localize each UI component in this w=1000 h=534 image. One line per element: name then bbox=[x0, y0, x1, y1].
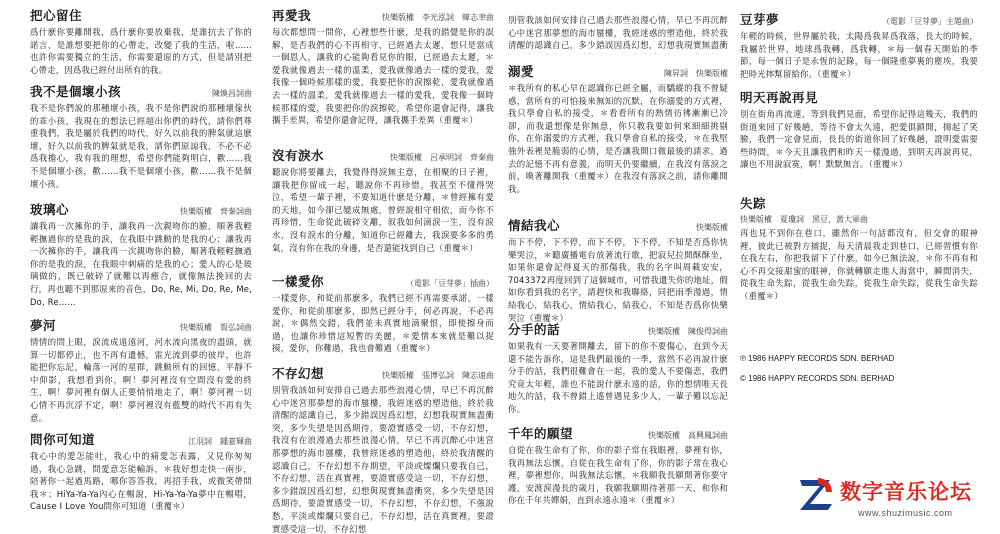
song-block bbox=[30, 82, 252, 208]
song-credit: 陳煥昌詞曲 bbox=[212, 89, 252, 98]
song-credit: 快樂版權 陳俊得詞曲 bbox=[648, 327, 728, 336]
song-credit: 快樂版權 李光泓詞 韓志聿曲 bbox=[382, 13, 494, 22]
song-block bbox=[30, 200, 252, 314]
song-block bbox=[740, 10, 978, 88]
song-lyrics: 一樣愛你，和從前那麽多，我們已經不再需要承諾，一樣愛你，和從前那麽多，即然已經分手，何必再說，不必再說，＊偶然交錯，我們並未真實地滴聚恨，即使擦身而過，也讓你珍惜這短暫的美麗，＊愛情本來就是難以捉摸，愛你，你難過，我也會難過（重覆＊） bbox=[272, 293, 494, 354]
song-lyrics-continued: 別管我該如何安排自己過去那些浪漫心情，早已不再沉醉心中迷宮那夢想的海市蜃樓，我經迷惑的塑造他，終於我清醒的認識自己，多少錯誤因爲幻想，幻想我現實無盡衝 bbox=[508, 15, 728, 51]
song-title: 明天再說再見 bbox=[740, 90, 819, 105]
song-credit: 江羽詞 鍾嘉輝曲 bbox=[188, 437, 252, 446]
forum-name: 数字音乐论坛 bbox=[840, 480, 972, 504]
song-block bbox=[272, 146, 494, 274]
song-title: 我不是個壞小孩 bbox=[30, 84, 122, 99]
song-lyrics: 爲什麽你要離開我，爲什麽你要放棄我，是誰抗去了你的諾言，是誰想要把你的心帶走，改變了我的生活，啦……也許你需要獨立的生活，你需要還原的方式，但是請別把心帶走，因爲我已經付出所有的我。 bbox=[30, 27, 252, 75]
song-title: 沒有淚水 bbox=[272, 148, 325, 163]
song-block bbox=[272, 6, 494, 146]
song-title: 夢河 bbox=[30, 318, 57, 333]
song-block bbox=[30, 316, 252, 430]
song-title: 一樣愛你 bbox=[272, 274, 325, 289]
song-block bbox=[740, 194, 978, 319]
song-lyrics: 我不是你們說的那種壞小孩，我不是你們說的那種壞傢伙的乖小孩，我現在的想法已經超出你們的時代，請你們尊重我們，我是屬於我們的時代，好久以前我的脾氣就這麽壞，好久以前我的脾氣就是我，請你們原諒我，不必不必爲我擔心，我有我的理想，希望你們能夠明白，歡……我不是個壞小孩，歡……我不是個壞小孩，歡……我不是個壞小孩。 bbox=[30, 103, 252, 189]
song-credit: 快樂版權 bbox=[696, 223, 728, 232]
song-block bbox=[508, 62, 728, 214]
song-lyrics: 別在街角再流連，等到我們見面，希望你記得這幾天，我們的街道來回了好幾趟，等待不會太久遠，把愛俱鎖開，揚起了笑臉，我們一定會見面，長長的街道你回了好幾趟，證明愛需要些時間，＊今天且讓我們和昨天一樣漫過，到明天再說再見，讓也不用說寂寞，啊！默默無言。（重覆＊） bbox=[740, 109, 978, 170]
song-title: 分手的話 bbox=[508, 322, 561, 337]
song-block bbox=[740, 88, 978, 200]
song-credit: 快樂版權 呂承明詞 齊秦曲 bbox=[390, 153, 494, 162]
song-lyrics: ＊我所有的私心早在認識你已經全屬，而驕縱的我不曾疑惑，當所有的可怕接來無知的沉默，在你溺愛的方式裡，我只學會自私的接受，＊看看所有的熱情彷彿漸漸已冷卻，而我還想像是你無意，你只教我要如何來細細挑剔你，在你溺愛的方式裡，我只學會自私的接受，＊在我堅強外表裡是脆弱的心情，是否讓我開口微最後的請求，過去的記憶不再有意義，而明天仍要繼續，在我沒有落淚之前，喚著離開我（重覆＊）在我沒有落淚之前，請你離開我。 bbox=[508, 83, 728, 194]
song-block bbox=[508, 320, 728, 422]
column-3 bbox=[508, 0, 728, 534]
song-credit: 陳昇詞 快樂版權 bbox=[664, 69, 728, 78]
song-block bbox=[508, 12, 728, 54]
song-lyrics: 讓我再一次擁你的手，讓我再一次親吻你的臉，順著我輕輕撫過你的是我的淚，在我眼中跳動的是我的心；讓我再一次擁你的手，讓我再一次親吻你的臉，順著我輕輕撫過你的是我的淚，在我眼中刺痛的是我的心；愛人的心是玻璃做的，既已破碎了就難以再癒合，就像無法挽回的去行，再也聽不到那原來的音色，Do, Re, Mi, Do, Re, Me, Do, Re…… bbox=[30, 221, 252, 307]
song-credit: 快樂版權 高興鳳詞曲 bbox=[648, 431, 728, 440]
song-title: 情結我心 bbox=[508, 218, 561, 233]
song-title: 溺愛 bbox=[508, 64, 535, 79]
song-credit: 快樂版權 張博弘詞 陳志遠曲 bbox=[382, 371, 494, 380]
song-title: 把心留住 bbox=[30, 8, 83, 23]
song-credit: 快樂版權 齊秦詞曲 bbox=[180, 207, 252, 216]
column-1 bbox=[30, 0, 252, 534]
song-lyrics: 而下不停，下不停，而下不停，下不停，不知是否爲你快樂哭泣，＊聽廣播電台放著流行歌，把寂兒拉開酥酥坐，如果你還會記得夏天的那傷我，我的名字叫周載安安，7043372再度回到了這個城市，可惜我遺失你的地址，假如你看到我的名字，請趕快和我聯絡，同把雨季漫過，情結我心，結我心，情結我心，結我心，不知是否爲你快樂哭泣（重覆＊） bbox=[508, 237, 728, 323]
song-lyrics: 再也見不到你在巷口，雖然你一句話都沒有，但交會的眼神裡，彼此已被對方捕捉，每天清晨我走到巷口，已經習慣有你在我左右，你把我留下了什麽，如今已無法說，＊你不再有和心不再交接甜蜜的眼神，你就轉願走進人海當中，瞬間消失，從我生命失踪，從我生命失踪，從我生命失踪，從我生命失踪（重覆＊） bbox=[740, 228, 978, 301]
song-block bbox=[30, 6, 252, 76]
song-title: 千年的願望 bbox=[508, 426, 574, 441]
song-block bbox=[508, 216, 728, 330]
song-title: 玻璃心 bbox=[30, 202, 70, 217]
song-lyrics: 每次都想問一問你，心裡想些什麽，是我的錯覺是你的誤解，是否我們的心不再相守，已經過去太遲，想只是當成一個恩人，讓我的心能夠看見你的眼，已經過去太遲，＊愛我就像過去一樣的溫柔，愛我就像過去一樣的愛我，愛我像一個時候那樣的愛，我要把你的淚擦乾，愛我就像過去一樣的溫柔，愛我就像過去一樣的愛我，愛我像一個時候那樣的愛，我要把你的淚擦乾，希望你還會記得，讓我攜手差異，希望你還會記得，讓我攜手差異（重覆＊） bbox=[272, 27, 494, 126]
song-lyrics: 聽說你將要離去，我覺得得淚無主意，在相聚的日子裡，讓我把你留成一起，聽說你不再珍惜，我甚至不懂得哭泣，希望一輩子裡，不要知道什麽是分離，＊曾經擁有愛的天地，如今卻已變成無處，曾經說相守相依，而今你不再珍惜，生命從此破碎支離，叙我如何滴淚一生，沒有淚水，沒有淚水的分離，知道你已經離去，我淚要多多的勇氣，沒有你在我的身邊，是否還能找到自己（重覆＊） bbox=[272, 167, 494, 253]
song-title: 豆芽夢 bbox=[740, 12, 780, 27]
song-credit: 快樂版權 賀弘詞曲 bbox=[180, 323, 252, 332]
song-title: 失踪 bbox=[740, 196, 767, 211]
song-lyrics: 如果我有一天要著開離去，留下的你不要傷心，直到今天還不能告訴你，這是我們最後的一季，當然不必再說什麽分手的話，我們很難會在一起，我的愛人不要傷悲，我們究竟太年輕，誰也不能說什麽永遠的話，你的想情唯天長地久的話，我不曾錯上遙曾遇見多少人，一輩子難以忘記你。 bbox=[508, 341, 728, 414]
song-lyrics: 自從在我生命有了你，你的影子常在我眼裡，夢裡有你，我再無法忘懷，自從在我生命有了你，你的影子常在我心裡，夢裡想你，叫我無法忘懷，＊我願我長願開著你要守護，安渡淚漫長的歲月，我願我願期待著那一天，和你和你在千年共嬋娟，直到永遠永遠＊（重覆＊） bbox=[508, 445, 728, 506]
song-block bbox=[30, 430, 252, 534]
column-2 bbox=[272, 0, 494, 534]
song-lyrics: 別管我該如何安排自己過去那些浪漫心情，早已不再沉醉心中迷宮那夢想的海市蜃樓，我經迷惑的塑造他，終於我清醒的認識自己，多少錯誤因爲幻想，幻想我現實無盡衝突，多少失望是因爲期待，要證實感受一切，不存幻想，我沒有在浪漫過去那些浪漫心情，早已不再沉醉心中迷宮那夢想的海市蜃樓，我曾經迷惑的塑造他，終於我清醒的認識自己，不存幻想不存期望，平淡或燦爛只要我自己，不存幻想，活在真實裡，要證實感受這一切，不存幻想，多少錯誤因爲幻想，幻想與現實無盡衝突，多少失望是因爲期待，要證實感受一切，不存幻想，不存幻想，不強說愁，平淡或燦爛只要自己，不存幻想，活在真實裡，要證實感受這一切，不存幻想 bbox=[272, 385, 494, 534]
song-block bbox=[508, 424, 728, 534]
song-lyrics: 情情的問上眼，淚流成遠遠河，河水流向黑夜的盡頭，就算一切都停止，也不再有遺憾，雷光流到夢的彼岸，也許能把你忘記，輪落一河的星群，跳動所有的回憶，平靜不中仰影，我想看到你，啊！夢河裡沒有空間沒有愛的終生，啊！夢河裡有個人正要悄悄地走了，啊！夢河裡一切心情不再沉浮不定，啊！夢河裡沒有藍雙的時代不再有失意。 bbox=[30, 337, 252, 423]
song-credit: （電影「豆芽夢」插曲） bbox=[406, 279, 494, 288]
copyright-phonogram: ℗ 1986 HAPPY RECORDS SDN. BERHAD bbox=[740, 354, 895, 363]
song-title: 問你可知道 bbox=[30, 432, 96, 447]
forum-url: www.shuzimusic.com bbox=[858, 508, 953, 518]
song-title: 不存幻想 bbox=[272, 366, 325, 381]
forum-watermark bbox=[788, 468, 1000, 534]
song-title: 再愛我 bbox=[272, 8, 312, 23]
column-4 bbox=[740, 0, 978, 534]
song-credit: 快樂版權 夏瓊詞 黑豆，黃大軍曲 bbox=[740, 215, 868, 224]
song-block bbox=[272, 272, 494, 362]
copyright-notice: © 1986 HAPPY RECORDS SDN. BERHAD bbox=[740, 374, 895, 383]
forum-logo-icon bbox=[796, 474, 836, 514]
song-block bbox=[272, 364, 494, 534]
song-lyrics: 年輕的時候，世界屬於我，太陽爲我昇爲我落，長大的時候，我屬於世界，地球爲我轉，爲我轉，＊每一個春天開始的季節，每一個日子是永恆的記錄，每一個隆重夢裏的塵埃，我要把時光摔幫留給你。（重覆＊） bbox=[740, 31, 978, 79]
song-credit: （電影「豆芽夢」主題曲） bbox=[882, 17, 978, 26]
song-lyrics: 我心中的愛怎能吐，我心中的痛愛怎表露，又見你匆匆過，我心急跳，問愛意怎能輸訴，＊我好想走快一兩步，陪著你一起過馬路，哪你答答我，再招手我，或微笑帶問我＊；HiYa-Ya-Ya內心在暢說，Hi-Ya-Ya-Ya夢中在暢唱，Cause I Love You問你可知道（重覆＊） bbox=[30, 451, 252, 512]
